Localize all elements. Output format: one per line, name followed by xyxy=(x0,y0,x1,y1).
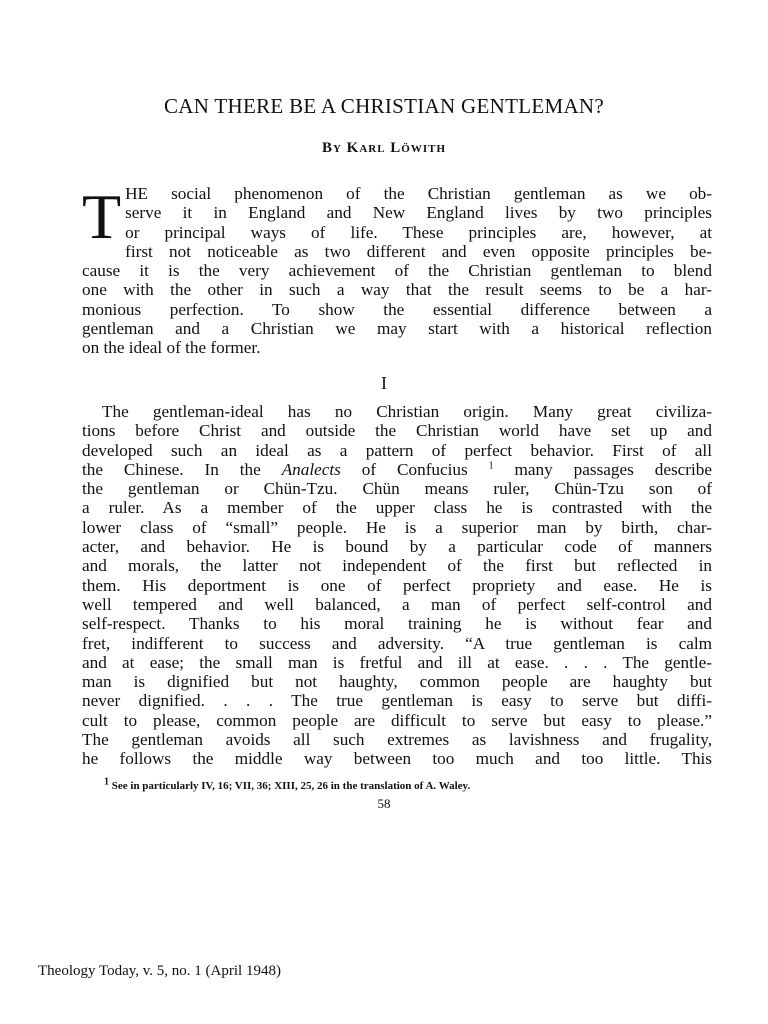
intro-line: or principal ways of life. These principles are, however, at xyxy=(125,222,712,242)
body-line: well tempered and well balanced, a man of perfect self-control and xyxy=(82,594,712,614)
body-line: a ruler. As a member of the upper class he is contrasted with the xyxy=(82,498,712,518)
intro-line: gentleman and a Christian we may start with a historical reflection xyxy=(82,319,712,339)
section-paragraph xyxy=(82,402,712,769)
intro-line: on the ideal of the former. xyxy=(82,338,261,358)
intro-line: serve it in England and New England lives by two principles xyxy=(125,203,712,223)
body-line: tions before Christ and outside the Christian world have set up and xyxy=(82,421,712,441)
intro-line: first not noticeable as two different and even opposite principles be- xyxy=(125,241,712,261)
intro-line: one with the other in such a way that the result seems to be a har- xyxy=(82,280,712,300)
body-line: he follows the middle way between too much and too little. This xyxy=(82,749,712,769)
body-line: man is dignified but not haughty, common people are haughty but xyxy=(82,672,712,692)
footnote-marker: 1 xyxy=(104,776,109,788)
section-number: I xyxy=(381,373,387,393)
body-line: the gentleman or Chün-Tzu. Chün means ruler, Chün-Tzu son of xyxy=(82,479,712,499)
body-line: and morals, the latter not independent of the first but reflected in xyxy=(82,556,712,576)
drop-cap: T xyxy=(82,181,122,252)
body-line: fret, indifferent to success and adversity. “A true gentleman is calm xyxy=(82,633,712,653)
footnote-text: See in particularly IV, 16; VII, 36; XIII, 25, 26 in the translation of A. Waley. xyxy=(109,780,471,792)
body-line: The gentleman avoids all such extremes as lavishness and frugality, xyxy=(82,730,712,750)
body-text-fragment: many passages describe xyxy=(493,459,712,479)
intro-line: cause it is the very achievement of the Christian gentleman to blend xyxy=(82,261,712,281)
body-line: The gentleman-ideal has no Christian origin. Many great civiliza- xyxy=(102,402,712,421)
body-line: cult to please, common people are difficult to serve but easy to please.” xyxy=(82,710,712,730)
footnote-ref: 1 xyxy=(488,460,494,472)
article-byline: By Karl Löwith xyxy=(321,140,447,156)
intro-line: monious perfection. To show the essential difference between a xyxy=(82,299,712,319)
body-line: and at ease; the small man is fretful and ill at ease. . . . The gentle- xyxy=(82,652,712,672)
footnote xyxy=(104,776,664,792)
body-line: acter, and behavior. He is bound by a particular code of manners xyxy=(82,537,712,557)
intro-paragraph xyxy=(82,181,712,358)
article-title: CAN THERE BE A CHRISTIAN GENTLEMAN? xyxy=(163,94,604,118)
analects-italic: Analects xyxy=(281,459,341,479)
intro-line: HE social phenomenon of the Christian gentleman as we ob- xyxy=(125,184,712,203)
source-citation: Theology Today, v. 5, no. 1 (April 1948) xyxy=(38,963,281,979)
body-line xyxy=(82,460,712,479)
body-line: lower class of “small” people. He is a superior man by birth, char- xyxy=(82,517,712,537)
body-line: self-respect. Thanks to his moral training he is without fear and xyxy=(82,614,712,634)
body-text-fragment: of Confucius xyxy=(340,459,489,479)
body-line: never dignified. . . . The true gentleman is easy to serve but diffi- xyxy=(82,691,712,711)
page-number: 58 xyxy=(377,796,391,811)
body-line: developed such an ideal as a pattern of perfect behavior. First of all xyxy=(82,440,712,460)
body-text-fragment: the Chinese. In the xyxy=(82,459,282,479)
body-line: them. His deportment is one of perfect propriety and ease. He is xyxy=(82,575,712,595)
